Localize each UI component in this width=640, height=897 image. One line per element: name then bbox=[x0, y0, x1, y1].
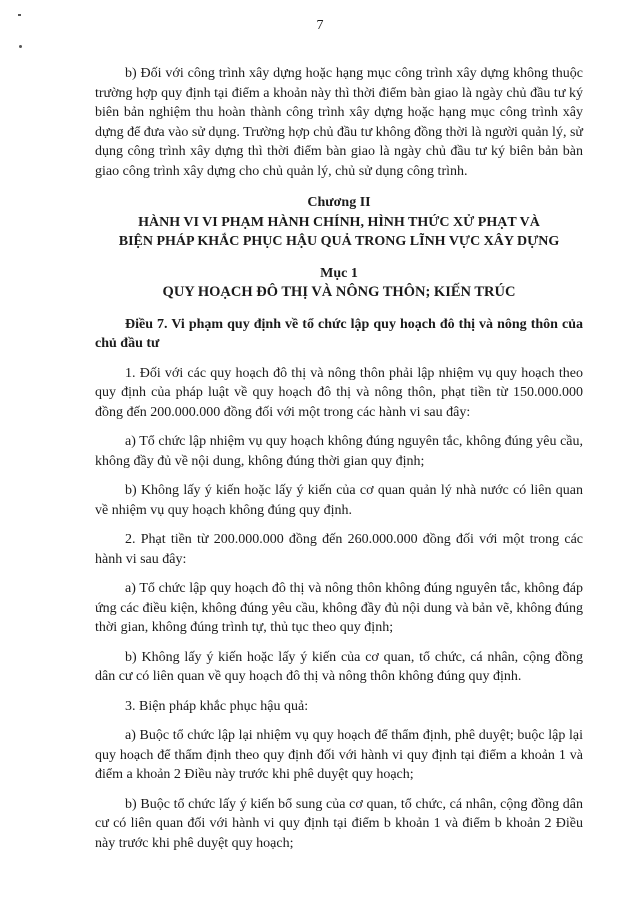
chapter-title-line2: BIỆN PHÁP KHẮC PHỤC HẬU QUẢ TRONG LĨNH VỰC XÂY DỰNG bbox=[118, 234, 560, 249]
clause-2: 2. Phạt tiền từ 200.000.000 đồng đến 260.000.000 đồng đối với một trong các hành vi sau đây: bbox=[95, 532, 583, 567]
scan-dot bbox=[19, 45, 22, 48]
clause-1-b: b) Không lấy ý kiến hoặc lấy ý kiến của cơ quan quản lý nhà nước có liên quan về nhiệm vụ quy hoạch không đúng quy định. bbox=[95, 483, 583, 518]
clause-3-b: b) Buộc tổ chức lấy ý kiến bổ sung của cơ quan, tổ chức, cá nhân, cộng đồng dân cư có liên quan đối với hành vi quy định tại điểm b khoản 1 và điểm b khoản 2 Điều này trước khi phê duyệt quy hoạch; bbox=[95, 796, 583, 851]
clause-2-a: a) Tổ chức lập quy hoạch đô thị và nông thôn không đúng nguyên tắc, không đáp ứng các điều kiện, không đúng yêu cầu, không đầy đủ nội dung và bản vẽ, không đúng thời gian, không đúng trình tự, thủ tục theo quy định; bbox=[95, 581, 583, 635]
article-title: Điều 7. Vi phạm quy định về tổ chức lập quy hoạch đô thị và nông thôn của chủ đầu tư bbox=[95, 316, 583, 351]
section-title: QUY HOẠCH ĐÔ THỊ VÀ NÔNG THÔN; KIẾN TRÚC bbox=[162, 284, 516, 300]
clause-3: 3. Biện pháp khắc phục hậu quả: bbox=[125, 698, 309, 714]
section-label: Mục 1 bbox=[320, 265, 358, 281]
clause-1: 1. Đối với các quy hoạch đô thị và nông thôn phải lập nhiệm vụ quy hoạch theo quy định của pháp luật về quy hoạch đô thị và nông thôn, phạt tiền từ 150.000.000 đồng đến 200.000.000 đồng đối với một trong các hành vi sau đây: bbox=[95, 365, 583, 420]
scan-mark bbox=[18, 14, 21, 16]
document-body bbox=[95, 64, 583, 853]
chapter-label: Chương II bbox=[307, 195, 371, 210]
page-number: 7 bbox=[316, 18, 324, 33]
intro-paragraph: b) Đối với công trình xây dựng hoặc hạng mục công trình xây dựng không thuộc trường hợp quy định tại điểm a khoản này thì thời điểm bàn giao là ngày chủ đầu tư ký biên bản nghiệm thu hoàn thành công trình xây dựng hoặc hạng mục công trình xây dựng để đưa vào sử dụng. Trường hợp chủ đầu tư không đồng thời là người quản lý, sử dụng công trình xây dựng thì thời điểm bàn giao là ngày chủ đầu tư ký biên bản bàn giao công trình xây dựng cho chủ quản lý, chủ sử dụng công trình. bbox=[95, 66, 583, 179]
clause-3-a: a) Buộc tổ chức lập lại nhiệm vụ quy hoạch để thẩm định, phê duyệt; buộc lập lại quy hoạch để thẩm định theo quy định đối với hành vi quy định tại điểm a khoản 1 và điểm a khoản 2 Điều này trước khi phê duyệt quy hoạch; bbox=[95, 728, 583, 782]
clause-1-a: a) Tổ chức lập nhiệm vụ quy hoạch không đúng nguyên tắc, không đúng yêu cầu, không đầy đủ về nội dung, không đúng thời gian quy định; bbox=[95, 434, 583, 469]
clause-2-b: b) Không lấy ý kiến hoặc lấy ý kiến của cơ quan, tổ chức, cá nhân, cộng đồng dân cư có liên quan về quy hoạch đô thị và nông thôn không đúng quy định. bbox=[95, 649, 583, 684]
chapter-title-line1: HÀNH VI VI PHẠM HÀNH CHÍNH, HÌNH THỨC XỬ PHẠT VÀ bbox=[138, 214, 540, 230]
